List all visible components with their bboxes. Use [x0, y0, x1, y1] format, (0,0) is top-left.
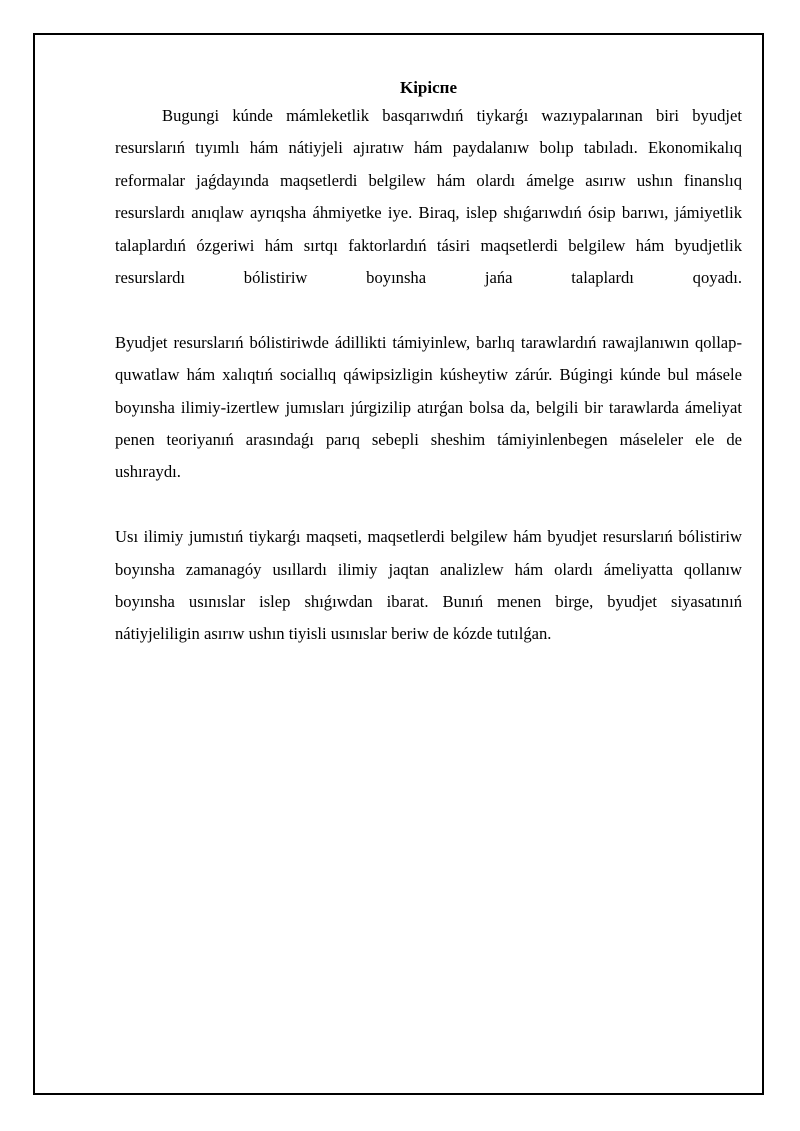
paragraph-introduction: Bugungi kúnde mámleketlik basqarıwdıń tiykarǵı wazıypalarınan biri byudjet resurslarıń tıyımlı hám nátiyjeli ajıratıw hám paydalanıw bolıp tabıladı. Ekonomikalıq reformalar jaǵdayında maqsetlerdi belgilew hám olardı ámelge asırıw ushın finanslıq resurslardı anıqlaw ayrıqsha áhmiyetke iye. Biraq, islep shıǵarıwdıń ósip barıwı, jámiyetlik talaplardıń ózgeriwi hám sırtqı faktorlardıń tásiri maqsetlerdi belgilew hám byudjetlik resurslardı bólistiriw boyınsha jańa talaplardı qoyadı.: [115, 106, 742, 288]
paragraph-research-goal: Usı ilimiy jumıstıń tiykarǵı maqseti, maqsetlerdi belgilew hám byudjet resurslarıń bólistiriw boyınsha zamanagóy usıllardı ilimiy jaqtan analizlew hám olardı ámeliyatta qollanıw boyınsha usınıslar islep shıǵıwdan ibarat. Bunıń menen birge, byudjet siyasatınıń nátiyjeliligin asırıw ushın tiyisli usınıslar beriw de kózde tutılǵan.: [115, 527, 742, 644]
paragraph-spacer: [115, 489, 742, 521]
paragraph-spacer: [115, 294, 742, 326]
document-body: [115, 76, 742, 651]
document-title: Kipicпe: [399, 78, 457, 97]
paragraph-budget-distribution: Byudjet resurslarıń bólistiriwde ádillikti támiyinlew, barlıq tarawlardıń rawajlanıwın qollap-quwatlaw hám xalıqtıń sociallıq qáwipsizligin kúsheytiw zárúr. Búgingi kúnde bul másele boyınsha ilimiy-izertlew jumısları júrgizilip atırǵan bolsa da, belgili bir tarawlarda ámeliyat penen teoriyanıń arasındaǵı parıq sebepli sheshim támiyinlenbegen máseleler ele de ushıraydı.: [115, 332, 742, 482]
